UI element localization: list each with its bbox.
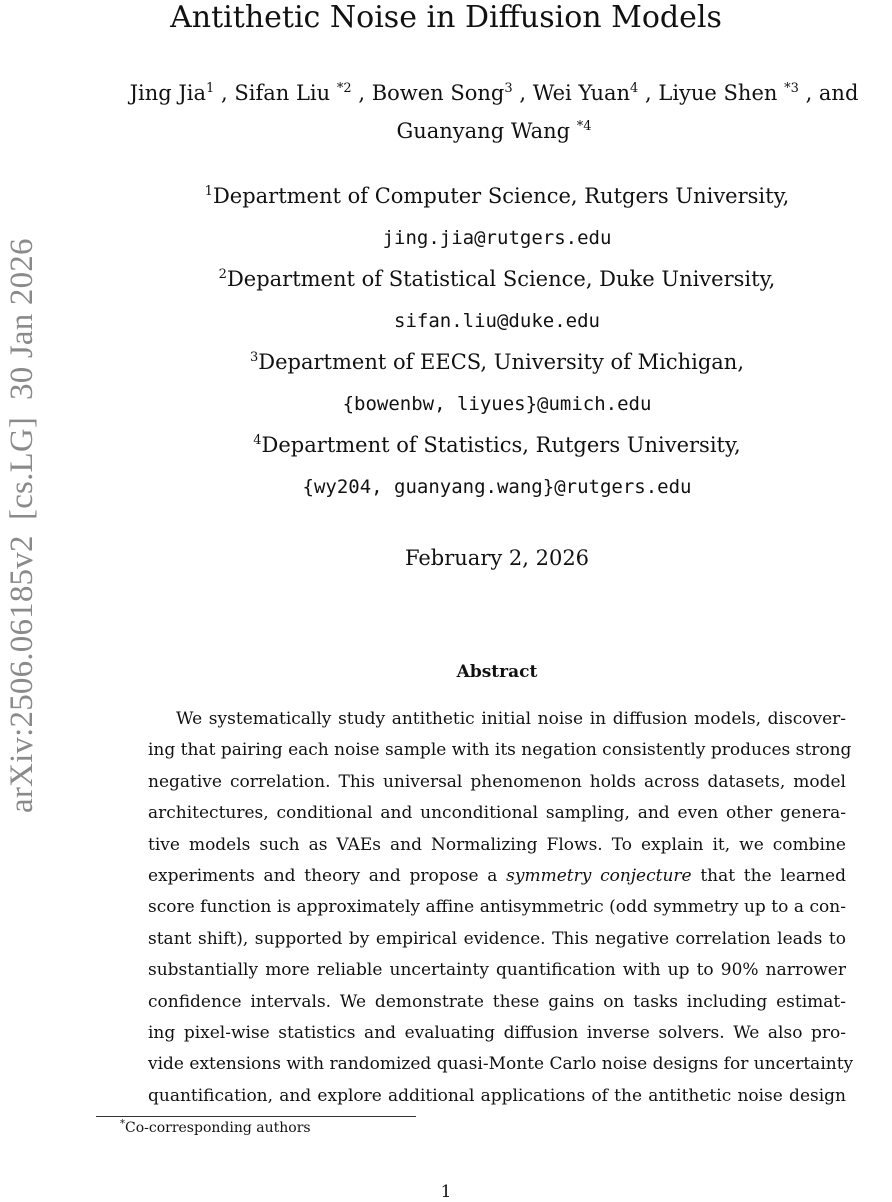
author: Sifan Liu $^{*2}$: [234, 81, 352, 105]
emphasis-term: symmetry conjecture: [506, 866, 692, 887]
abstract-line: substantially more reliable uncertainty quantification with up to 90% narrower: [148, 960, 846, 981]
abstract-line: architectures, conditional and unconditional sampling, and even other genera-: [148, 803, 846, 824]
affiliation-email: {bowenbw, liyues}@umich.edu: [342, 392, 652, 415]
abstract-line: We systematically study antithetic initial noise in diffusion models, discover-: [176, 709, 846, 729]
paper-date: February 2, 2026: [404, 546, 590, 570]
affiliation-email: sifan.liu@duke.edu: [394, 309, 600, 332]
affiliation: $^4$Department of Statistics, Rutgers University,: [253, 433, 741, 457]
arxiv-sidebar-stamp: [4, 220, 41, 832]
affiliation-email: jing.jia@rutgers.edu: [382, 226, 612, 249]
arxiv-id: arXiv:2506.06185v2: [4, 535, 40, 814]
abstract-line: stant shift), supported by empirical evidence. This negative correlation leads to: [148, 928, 846, 949]
abstract-line: tive models such as VAEs and Normalizing Flows. To explain it, we combine: [148, 834, 846, 855]
page-number: 1: [440, 1182, 452, 1202]
affiliations: [96, 176, 892, 508]
abstract-line: negative correlation. This universal phenomenon holds across datasets, model: [148, 771, 846, 792]
abstract-line: ing pixel-wise statistics and evaluating diffusion inverse solvers. We also pro-: [148, 1023, 846, 1044]
abstract-line: score function is approximately affine antisymmetric (odd symmetry up to a con-: [148, 897, 846, 918]
author: Bowen Song$^3$: [371, 81, 513, 105]
affiliation: $^2$Department of Statistical Science, Duke University,: [218, 267, 776, 291]
affiliation: $^1$Department of Computer Science, Rutgers University,: [204, 184, 790, 208]
arxiv-category: [cs.LG]: [4, 416, 40, 520]
abstract-line: confidence intervals. We demonstrate these gains on tasks including estimat-: [148, 991, 846, 1012]
abstract-line: quantification, and explore additional applications of the antithetic noise design: [148, 1085, 846, 1106]
author-list: Jing Jia$^1$ , Sifan Liu $^{*2}$ , Bowen Song$^3$ , Wei Yuan$^4$ , Liyue Shen $^{*3}$ , and Guanyang Wang $^{*4}$: [129, 81, 859, 143]
abstract-line: experiments and theory and propose a symmetry conjecture that the learned: [148, 866, 846, 887]
abstract-line: vide extensions with randomized quasi-Monte Carlo noise designs for uncertainty: [148, 1054, 854, 1075]
arxiv-date: 30 Jan 2026: [4, 238, 40, 401]
abstract-heading: Abstract: [456, 662, 538, 682]
author: Wei Yuan$^4$: [532, 81, 639, 105]
footnote: *Co-corresponding authors: [120, 1118, 311, 1136]
abstract-line: ing that pairing each noise sample with its negation consistently produces strong: [148, 740, 852, 761]
author: Liyue Shen $^{*3}$: [658, 81, 799, 105]
abstract-body: [148, 704, 854, 1112]
footnote-rule: [96, 1116, 416, 1117]
paper-title: Antithetic Noise in Diffusion Models: [170, 0, 722, 35]
affiliation: $^3$Department of EECS, University of Michigan,: [250, 350, 744, 374]
author: Jing Jia$^1$: [129, 81, 215, 105]
author: Guanyang Wang $^{*4}$: [396, 119, 592, 143]
affiliation-email: {wy204, guanyang.wang}@rutgers.edu: [302, 475, 692, 498]
